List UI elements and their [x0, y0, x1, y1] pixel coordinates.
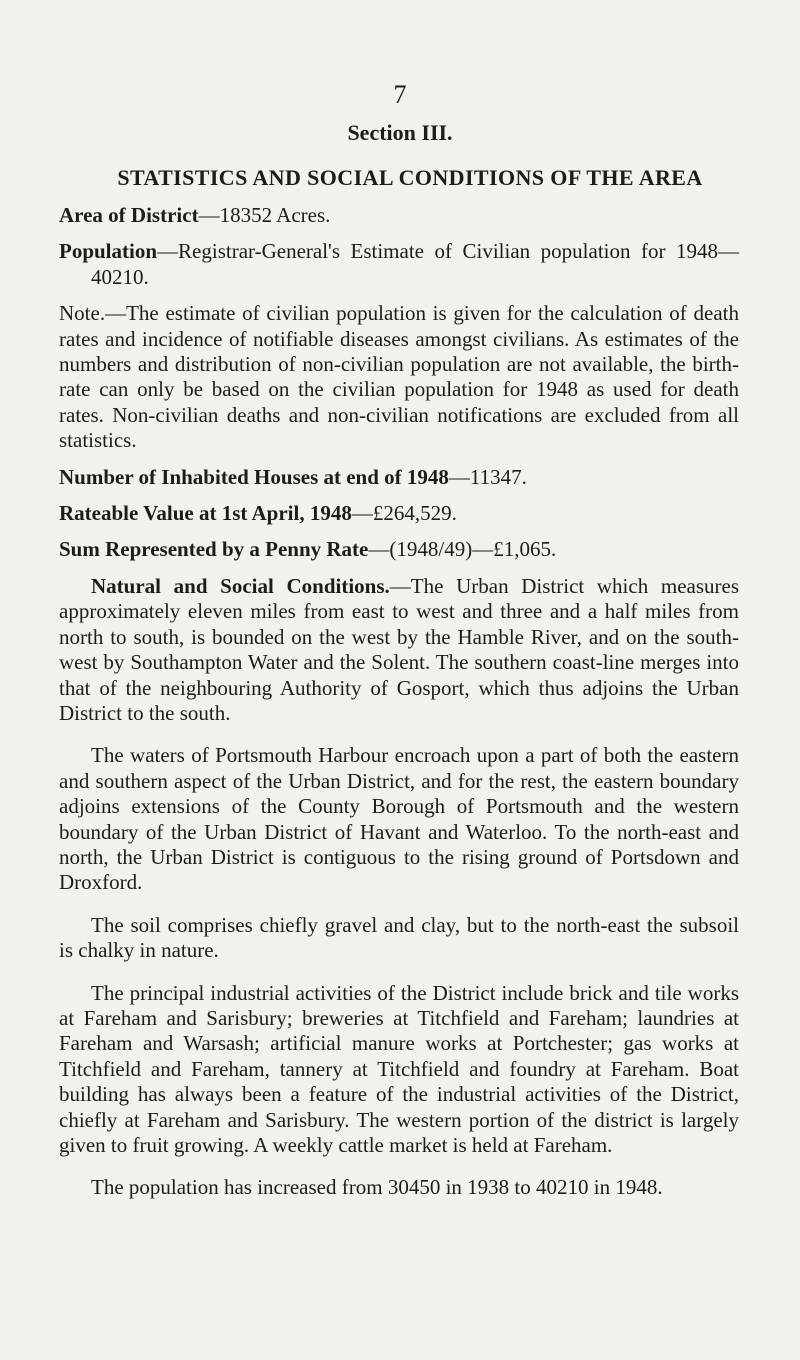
population-value: —Registrar-General's Estimate of Civilian population for 1948—40210.	[91, 239, 739, 289]
area-value: —18352 Acres.	[198, 203, 331, 227]
note-paragraph: Note.—The estimate of civilian population is given for the calculation of death rates and incidence of notifiable diseases amongst civilians. As estimates of the numbers and distribution of non-civilian population are not available, the birth-rate can only be based on the civilian population for 1948 as used for death rates. Non-civilian deaths and non-civilian notifications are excluded from all statistics.	[59, 301, 739, 453]
paragraph: The population has increased from 30450 in 1938 to 40210 in 1948.	[91, 1175, 663, 1200]
paragraph: The soil comprises chiefly gravel and clay, but to the north-east the subsoil is chalky in nature.	[59, 912, 739, 963]
houses-value: —11347.	[448, 464, 527, 489]
natural-conditions-label: Natural and Social Conditions.	[91, 573, 390, 598]
page-number: 7	[393, 80, 407, 109]
rateable-label: Rateable Value at 1st April, 1948	[59, 501, 352, 526]
penny-rate-label: Sum Represented by a Penny Rate	[59, 537, 369, 562]
penny-rate-line	[59, 537, 739, 562]
rateable-line	[59, 501, 739, 526]
population-label: Population	[59, 239, 158, 264]
area-line	[59, 203, 739, 228]
area-label: Area of District	[59, 203, 199, 227]
paragraph: The waters of Portsmouth Harbour encroach upon a part of both the eastern and southern aspect of the Urban District, and for the rest, the eastern boundary adjoins extensions of the County Borough of Portsmouth and the western boundary of the Urban District of Havant and Waterloo. To the north-east and north, the Urban District is contiguous to the rising ground of Portsdown and Droxford.	[59, 743, 739, 895]
body-text	[59, 203, 739, 1201]
natural-conditions-paragraph	[59, 574, 739, 726]
rateable-value: —£264,529.	[351, 501, 457, 526]
houses-label: Number of Inhabited Houses at end of 1948	[59, 464, 449, 489]
penny-rate-value: —(1948/49)—£1,065.	[368, 537, 557, 562]
page-title: STATISTICS AND SOCIAL CONDITIONS OF THE AREA	[117, 165, 703, 190]
houses-line	[59, 465, 739, 490]
paragraph: The principal industrial activities of the District include brick and tile works at Fareham and Sarisbury; breweries at Titchfield and Fareham; laundries at Fareham and Warsash; artificial manure works at Portchester; gas works at Titchfield and Fareham, tannery at Titchfield and foundry at Fareham. Boat building has always been a feature of the industrial activities of the District, chiefly at Fareham and Sarisbury. The western portion of the district is largely given to fruit growing. A weekly cattle market is held at Fareham.	[59, 980, 739, 1157]
population-line	[59, 239, 739, 290]
section-heading: Section III.	[347, 120, 453, 145]
natural-conditions-text: —The Urban District which measures approximately eleven miles from east to west and three and a half miles from north to south, is bounded on the west by the Hamble River, and on the south-west by Southampton Water and the Solent. The southern coast-line merges into that of the neighbouring Authority of Gosport, which thus adjoins the Urban District to the south.	[59, 573, 740, 725]
